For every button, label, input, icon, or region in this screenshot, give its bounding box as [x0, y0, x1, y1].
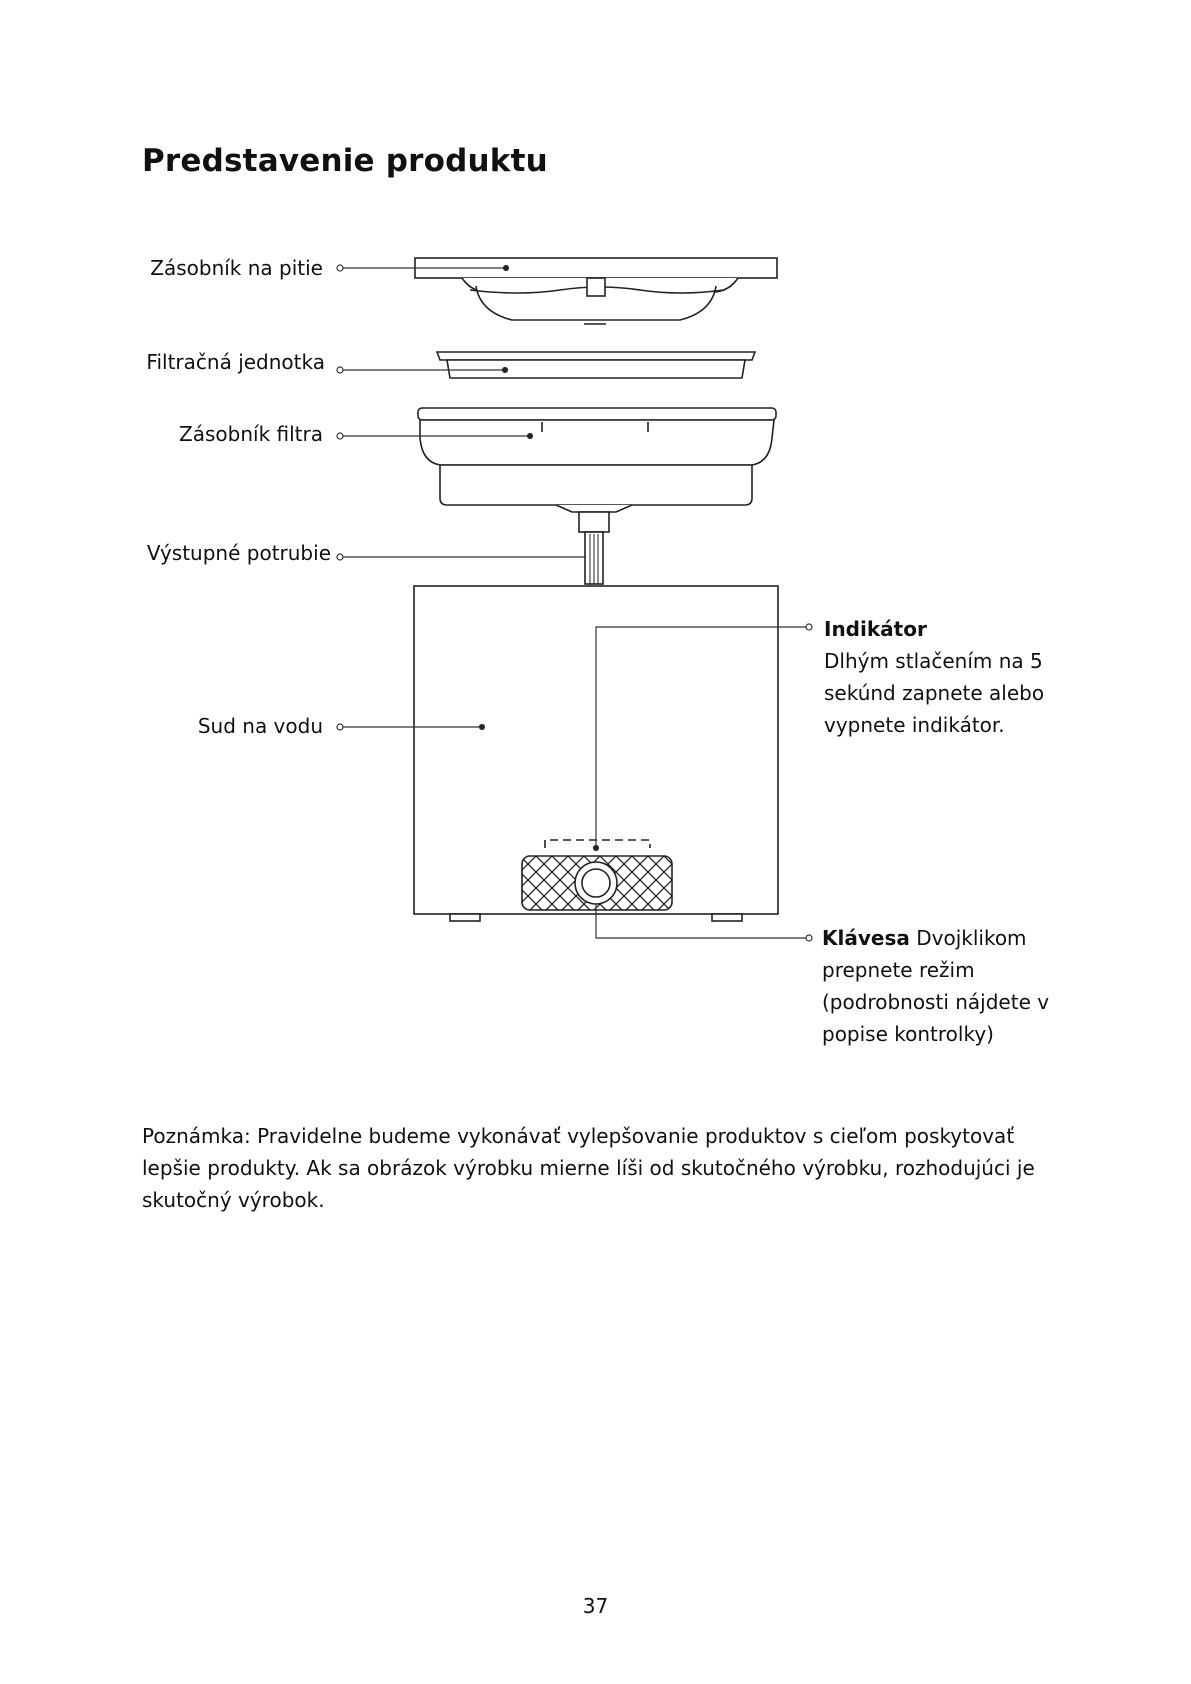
label-water-tank: Sud na vodu [197, 714, 323, 738]
key-description: Dvojklikom prepnete režim (podrobnosti nájdete v popise kontrolky) [822, 926, 1050, 1046]
key-heading: Klávesa [822, 926, 910, 950]
indicator-callout [824, 613, 1074, 741]
label-drinking-tray: Zásobník na pitie [150, 256, 323, 280]
page-number: 37 [582, 1594, 609, 1618]
product-note: Poznámka: Pravidelne budeme vykonávať vylepšovanie produktov s cieľom poskytovať lepšie produkty. Ak sa obrázok výrobku mierne líši od skutočného výrobku, rozhodujúci je skutočný výrobok. [142, 1124, 1035, 1212]
label-filter-tray: Zásobník filtra [179, 422, 323, 446]
outlet-pipe-drawing [579, 512, 609, 584]
key-callout [822, 922, 1062, 1050]
filter-unit-drawing [437, 352, 755, 378]
indicator-description: Dlhým stlačením na 5 sekúnd zapnete alebo vypnete indikátor. [824, 649, 1045, 737]
filter-tray-drawing [418, 408, 776, 512]
page-title: Predstavenie produktu [142, 143, 548, 179]
label-outlet-pipe: Výstupné potrubie [146, 541, 331, 565]
label-filter-unit: Filtračná jednotka [146, 350, 325, 374]
indicator-heading: Indikátor [824, 617, 927, 641]
